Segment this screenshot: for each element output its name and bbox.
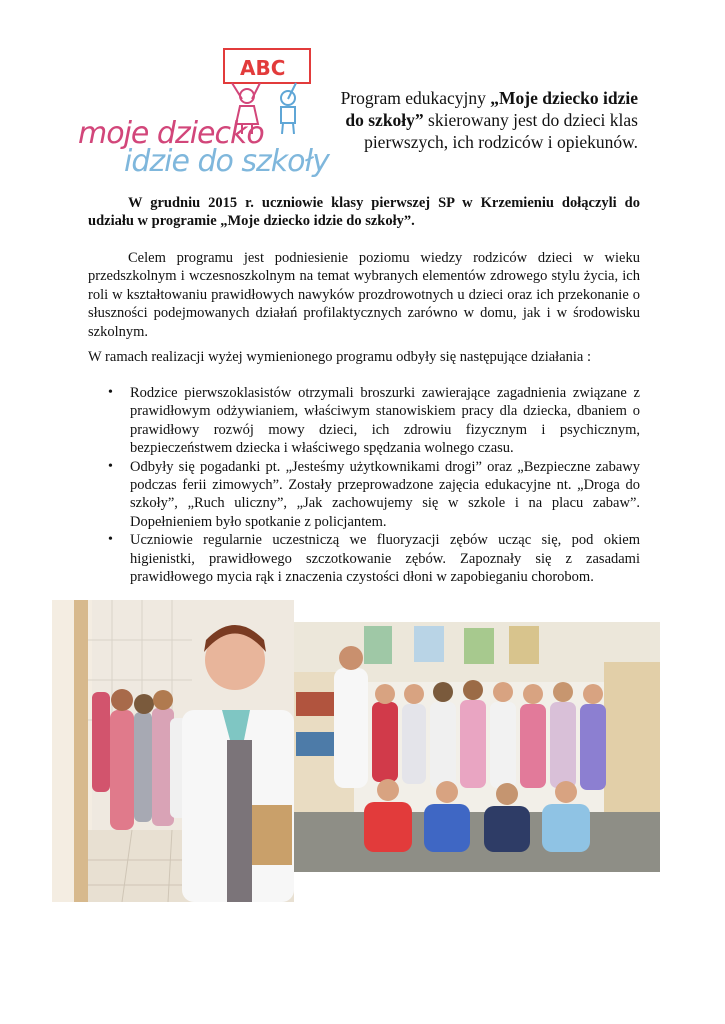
activities-list — [88, 384, 640, 586]
program-logo — [74, 44, 329, 184]
intro-text-part2: skierowany jest do dzieci klas pierwszych, ich rodziców i opiekunów. — [364, 110, 638, 152]
list-item — [88, 384, 640, 458]
program-intro — [328, 87, 638, 153]
logo-text-line2: idzie do szkoły — [124, 144, 329, 179]
photo-class-group — [294, 622, 660, 872]
list-item-text: Odbyły się pogadanki pt. „Jesteśmy użytkownikami drogi” oraz „Bezpieczne zabawy podczas ferii zimowych”. Zostały przeprowadzone zajęcia edukacyjne nt. „Droga do szkoły”, „Ruch uliczny”, „Jak zachowujemy się w szkole i na placu zabaw”. Dopełnieniem było spotkanie z policjantem. — [130, 458, 640, 530]
bullet-icon: • — [108, 385, 113, 400]
goal-paragraph: Celem programu jest podniesienie poziomu wiedzy rodziców dzieci w wieku przedszkolnym i wczesnoszkolnym na temat wybranych elementów zdrowego stylu życia, ich roli w kształtowaniu prawidłowych nawyków prozdrowotnych u dzieci oraz ich przekonanie o słuszności podejmowanych działań profilaktycznych zarówno w domu, jak i w środowisku szkolnym. — [88, 250, 640, 340]
intro-paragraph: W grudniu 2015 r. uczniowie klasy pierwszej SP w Krzemieniu dołączyli do udziału w programie „Moje dziecko idzie do szkoły”. — [88, 195, 640, 230]
intro-text-part1: Program edukacyjny — [340, 88, 491, 108]
list-item-text: Uczniowie regularnie uczestniczą we fluoryzacji zębów ucząc się, pod okiem higienistki, prawidłowego szczotkowanie zębów. Zapoznały się z zasadami prawidłowego mycia rąk i znaczenia czystości dłoni w zapobieganiu chorobom. — [130, 532, 640, 586]
list-item — [88, 458, 640, 532]
bullet-icon: • — [108, 458, 113, 474]
program-title: „Moje dziecko idzie do szkoły” — [345, 88, 638, 130]
bullet-icon: • — [108, 532, 113, 548]
list-item — [88, 531, 640, 586]
logo-text-line1: moje dziecko — [78, 116, 264, 151]
activities-lead: W ramach realizacji wyżej wymienionego programu odbyły się następujące działania : — [88, 349, 592, 365]
photo-hygienist — [52, 600, 294, 902]
logo-board-text: ABC — [240, 56, 286, 80]
list-item-text: Rodzice pierwszoklasistów otrzymali broszurki zawierające zagadnienia związane z prawidłowym odżywianiem, właściwym stanowiskiem pracy dla dziecka, dbaniem o prawidłowy rozwój mowy dzieci, ich zdrowiu fizycznym i psychicznym, bezpieczeństwem dziecka i właściwego spędzania wolnego czasu. — [130, 385, 640, 457]
